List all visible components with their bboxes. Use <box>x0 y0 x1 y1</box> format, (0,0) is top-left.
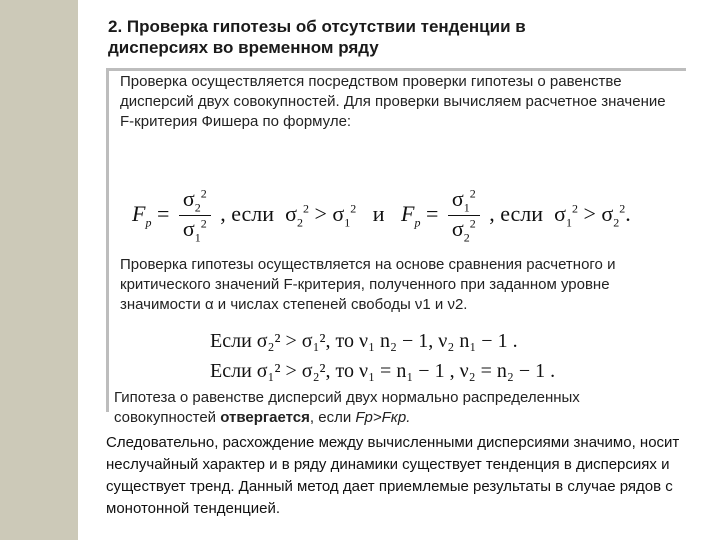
hypothesis-paragraph: Проверка гипотезы осуществляется на основе сравнения расчетного и критического значений F-критерия, полученного при заданном уровне значимости α и числах степеней свободы ν1 и ν2. <box>120 256 616 313</box>
formula-p-sub: p <box>145 215 152 230</box>
rejected-word: отвергается <box>220 409 310 426</box>
rejection-paragraph: Гипотеза о равенстве дисперсий двух нормально распределенных совокупностей отвергается, если Fр>Fкр. <box>114 389 580 426</box>
formula-fraction-1: $\frac{\sigma_2^2}{\sigma_1^2}$ <box>179 186 211 246</box>
conclusion-paragraph: Следовательно, расхождение между вычисленными дисперсиями значимо, носит неслучайный характер и в ряду динамики существует тенденция в дисперсиях и существует тренд. Данный метод дает приемлемые результаты в случае рядов с монотонной тенденцией. <box>106 434 680 517</box>
formula-if-1: , если <box>220 200 275 226</box>
left-decor-band <box>0 0 78 540</box>
condition-line-2: Если σ₁² > σ₂², то ν₁ = n₁ − 1 , ν₂ = n₂ − 1 . <box>210 360 556 382</box>
condition-line-1: Если σ₂² > σ₁², то ν₁ n₂ − 1, ν₂ n₁ − 1 . <box>210 330 518 352</box>
formula-eq: = <box>156 200 170 226</box>
formula-and: и <box>372 200 385 226</box>
rejection-condition: Fр>Fкр. <box>355 409 411 426</box>
slide-title: 2. Проверка гипотезы об отсутствии тенденции в дисперсиях во временном ряду <box>108 17 526 57</box>
fisher-formula: $F_p$ = $\frac{\sigma_2^2}{\sigma_1^2}$ , если $\sigma_2^2 > \sigma_1^2$ и $F_p$ = $\frac{\sigma_1^2}{\sigma_2^2}$ , если $\sigma_1^2 > \sigma_2^2$. <box>132 186 631 245</box>
intro-paragraph: Проверка осуществляется посредством проверки гипотезы о равенстве дисперсий двух совокупностей. Для проверки вычисляем расчетное значение F-критерия Фишера по формуле: <box>120 73 666 130</box>
formula-fraction-2: $\frac{\sigma_1^2}{\sigma_2^2}$ <box>448 186 480 246</box>
formula-F: F <box>132 200 146 226</box>
formula-if-2: , если <box>489 200 544 226</box>
